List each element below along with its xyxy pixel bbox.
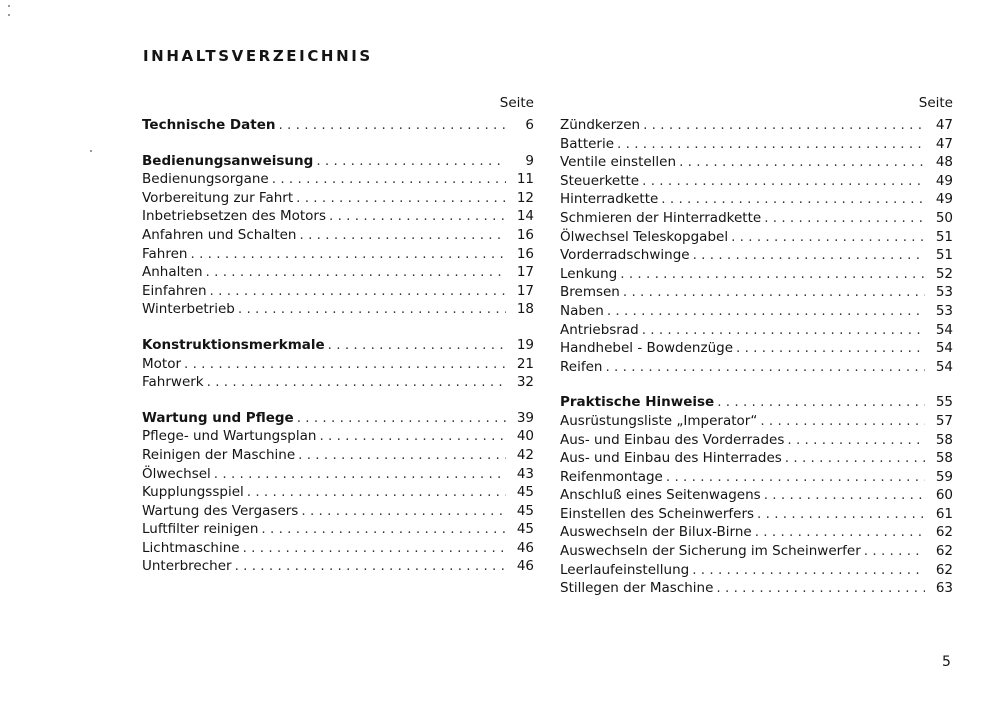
toc-entry-page: 58 [935, 431, 953, 448]
dot-leader [623, 283, 925, 302]
toc-entry-label: Batterie [560, 135, 615, 152]
toc-entry-page: 47 [935, 117, 953, 133]
section-gap [142, 319, 534, 336]
toc-entry-label: Ölwechsel [142, 465, 211, 482]
toc-entry-label: Ölwechsel Teleskopgabel [560, 228, 729, 245]
toc-entry-page: 62 [935, 561, 953, 578]
toc-entry-label: Wartung des Vergasers [142, 502, 299, 519]
toc-entry-label: Bedienungsanweisung [142, 152, 314, 169]
toc-entry-page: 39 [516, 409, 534, 426]
toc-entry [560, 561, 953, 580]
toc-entry [142, 557, 534, 576]
toc-entry-label: Anfahren und Schalten [142, 226, 297, 243]
toc-entry-page: 57 [935, 412, 953, 429]
toc-entry-page: 11 [516, 171, 534, 188]
dot-leader [764, 486, 925, 505]
dot-leader [319, 427, 506, 446]
toc-entry-page: 59 [935, 468, 953, 485]
toc-entry-page: 43 [516, 465, 534, 482]
toc-entry [142, 465, 534, 484]
dot-leader [666, 468, 925, 487]
toc-entry-page: 46 [516, 558, 534, 575]
section-gap [142, 135, 534, 152]
dot-leader [316, 152, 506, 171]
dot-leader [238, 300, 506, 319]
toc-entry-page: 17 [516, 282, 534, 299]
toc-entry-label: Vorbereitung zur Fahrt [142, 189, 294, 206]
dot-leader [864, 542, 925, 561]
dot-leader [297, 409, 506, 428]
toc-entry-label: Bremsen [560, 284, 620, 301]
section-gap [560, 376, 953, 393]
dot-leader [642, 321, 925, 340]
toc-entry-page: 40 [516, 428, 534, 445]
toc-entry-label: Antriebsrad [560, 321, 639, 338]
toc-section-heading [142, 336, 534, 355]
toc-entry-page: 32 [516, 374, 534, 391]
toc-section-heading [142, 152, 534, 171]
toc-entry-label: Reifenmontage [560, 468, 663, 485]
toc-entry-label: Naben [560, 302, 604, 319]
toc-entry-page: 17 [516, 264, 534, 281]
toc-entry-page: 62 [935, 524, 953, 541]
toc-entry-label: Technische Daten [142, 117, 276, 133]
page-title: INHALTSVERZEICHNIS [143, 47, 373, 65]
toc-section-heading [560, 393, 953, 412]
toc-entry-page: 54 [935, 340, 953, 357]
toc-entry [142, 355, 534, 374]
toc-entry-page: 6 [525, 117, 534, 133]
toc-entry [142, 170, 534, 189]
toc-entry [560, 339, 953, 358]
toc-entry-label: Reinigen der Maschine [142, 446, 296, 463]
dot-leader [717, 393, 925, 412]
toc-entry-label: Einstellen des Scheinwerfers [560, 505, 755, 522]
dot-leader [328, 336, 506, 355]
toc-entry-label: Ventile einstellen [560, 154, 677, 171]
toc-entry [560, 190, 953, 209]
dot-leader [716, 579, 925, 598]
toc-entry-label: Pflege- und Wartungsplan [142, 428, 317, 445]
toc-entry [142, 373, 534, 392]
dot-leader [329, 207, 506, 226]
toc-entry-page: 53 [935, 302, 953, 319]
toc-entry-label: Inbetriebsetzen des Motors [142, 208, 326, 225]
toc-entry [560, 431, 953, 450]
scan-speck [8, 14, 10, 16]
toc-entry-page: 45 [516, 502, 534, 519]
toc-entry [560, 302, 953, 321]
toc-entry-label: Luftfilter reinigen [142, 521, 259, 538]
toc-entry-label: Anschluß eines Seitenwagens [560, 487, 761, 504]
toc-entry-label: Schmieren der Hinterradkette [560, 209, 762, 226]
toc-right-entries [560, 116, 953, 598]
dot-leader [207, 373, 506, 392]
toc-entry-page: 9 [525, 152, 534, 169]
toc-entry-label: Fahren [142, 245, 188, 262]
toc-entry-page: 50 [935, 209, 953, 226]
dot-leader [206, 263, 506, 282]
toc-entry-page: 16 [516, 226, 534, 243]
toc-entry-page: 47 [935, 135, 953, 152]
toc-entry-page: 46 [516, 539, 534, 556]
scan-speck [8, 5, 10, 7]
toc-entry-page: 16 [516, 245, 534, 262]
dot-leader [693, 246, 925, 265]
toc-entry [560, 449, 953, 468]
toc-entry-label: Aus- und Einbau des Vorderrades [560, 431, 785, 448]
toc-entry-label: Motor [142, 355, 182, 372]
toc-entry [560, 358, 953, 377]
toc-entry-label: Fahrwerk [142, 374, 204, 391]
toc-entry-page: 62 [935, 543, 953, 560]
dot-leader [301, 502, 506, 521]
toc-entry-label: Vorderradschwinge [560, 247, 690, 264]
toc-entry [560, 468, 953, 487]
dot-leader [787, 431, 925, 450]
toc-entry-label: Kupplungsspiel [142, 484, 244, 501]
toc-entry [142, 282, 534, 301]
toc-entry-page: 54 [935, 321, 953, 338]
toc-entry [560, 542, 953, 561]
toc-entry-page: 49 [935, 172, 953, 189]
toc-entry [560, 523, 953, 542]
toc-entry-page: 52 [935, 265, 953, 282]
toc-entry [142, 427, 534, 446]
toc-entry-page: 49 [935, 191, 953, 208]
dot-leader [210, 282, 506, 301]
toc-entry [142, 226, 534, 245]
toc-entry-page: 12 [516, 189, 534, 206]
dot-leader [692, 561, 925, 580]
toc-entry-page: 51 [935, 247, 953, 264]
toc-entry [560, 265, 953, 284]
dot-leader [607, 302, 925, 321]
toc-entry-label: Praktische Hinweise [560, 394, 715, 411]
toc-entry [560, 505, 953, 524]
toc-entry-page: 21 [516, 355, 534, 372]
dot-leader [261, 520, 506, 539]
toc-section-heading [142, 409, 534, 428]
toc-entry [560, 209, 953, 228]
toc-right-column [560, 94, 953, 598]
dot-leader [679, 153, 925, 172]
toc-entry-label: Steuerkette [560, 172, 640, 189]
toc-entry [142, 502, 534, 521]
toc-entry-page: 19 [516, 336, 534, 353]
dot-leader [247, 483, 506, 502]
toc-entry [560, 412, 953, 431]
toc-entry-page: 63 [935, 580, 953, 597]
dot-leader [755, 523, 925, 542]
toc-entry-label: Konstruktionsmerkmale [142, 336, 325, 353]
dot-leader [299, 226, 506, 245]
toc-entry-label: Unterbrecher [142, 558, 232, 575]
toc-entry-label: Ausrüstungsliste „Imperator“ [560, 412, 758, 429]
toc-entry-label: Leerlaufeinstellung [560, 561, 690, 578]
toc-entry-label: Auswechseln der Bilux-Birne [560, 524, 752, 541]
dot-leader [605, 358, 925, 377]
dot-leader [190, 245, 506, 264]
toc-entry [560, 321, 953, 340]
toc-entry-label: Wartung und Pflege [142, 409, 294, 426]
page-number: 5 [942, 654, 951, 670]
dot-leader [731, 228, 925, 247]
toc-entry-label: Einfahren [142, 282, 207, 299]
toc-entry [142, 520, 534, 539]
toc-entry [142, 207, 534, 226]
toc-entry-label: Lenkung [560, 265, 618, 282]
dot-leader [760, 412, 925, 431]
dot-leader [296, 189, 506, 208]
dot-leader [235, 557, 506, 576]
toc-entry-label: Anhalten [142, 264, 203, 281]
toc-left-entries [142, 116, 534, 576]
dot-leader [736, 339, 925, 358]
dot-leader [642, 172, 925, 191]
toc-entry [142, 245, 534, 264]
toc-entry-page: 14 [516, 208, 534, 225]
toc-entry [560, 579, 953, 598]
section-gap [142, 392, 534, 409]
dot-leader [785, 449, 925, 468]
dot-leader [617, 135, 925, 154]
scan-speck [90, 150, 92, 152]
seite-header-right: Seite [918, 95, 953, 111]
toc-entry-label: Reifen [560, 358, 603, 375]
toc-entry-label: Auswechseln der Sicherung im Scheinwerfer [560, 543, 861, 560]
dot-leader [272, 170, 506, 189]
dot-leader [661, 190, 925, 209]
toc-entry-page: 54 [935, 358, 953, 375]
toc-entry-label: Zündkerzen [560, 117, 641, 133]
dot-leader [298, 446, 506, 465]
toc-entry-page: 55 [935, 394, 953, 411]
dot-leader [214, 465, 506, 484]
toc-entry [560, 153, 953, 172]
toc-entry-label: Aus- und Einbau des Hinterrades [560, 450, 782, 467]
toc-entry [142, 263, 534, 282]
dot-leader [184, 355, 506, 374]
dot-leader [643, 116, 925, 135]
toc-entry-page: 58 [935, 450, 953, 467]
toc-entry [560, 116, 953, 135]
toc-entry-page: 48 [935, 154, 953, 171]
toc-entry-label: Handhebel - Bowdenzüge [560, 340, 734, 357]
toc-entry-page: 60 [935, 487, 953, 504]
toc-entry [560, 486, 953, 505]
toc-left-column [142, 94, 534, 576]
dot-leader [620, 265, 925, 284]
toc-entry [560, 246, 953, 265]
toc-entry [142, 189, 534, 208]
toc-entry-page: 45 [516, 484, 534, 501]
toc-entry [560, 172, 953, 191]
toc-entry-page: 45 [516, 521, 534, 538]
toc-entry [560, 228, 953, 247]
toc-entry-label: Stillegen der Maschine [560, 580, 714, 597]
toc-entry-label: Bedienungsorgane [142, 171, 269, 188]
dot-leader [243, 539, 506, 558]
dot-leader [757, 505, 925, 524]
seite-header-left: Seite [499, 95, 534, 111]
toc-entry [560, 135, 953, 154]
toc-entry [142, 539, 534, 558]
toc-entry-page: 53 [935, 284, 953, 301]
toc-entry-page: 18 [516, 301, 534, 318]
dot-leader [278, 116, 506, 135]
toc-entry [142, 446, 534, 465]
toc-entry [560, 283, 953, 302]
toc-entry-page: 42 [516, 446, 534, 463]
toc-entry [142, 483, 534, 502]
toc-entry-page: 51 [935, 228, 953, 245]
toc-entry-label: Lichtmaschine [142, 539, 240, 556]
toc-entry-label: Winterbetrieb [142, 301, 235, 318]
toc-entry-page: 61 [935, 505, 953, 522]
toc-section-heading [142, 116, 534, 135]
toc-entry-label: Hinterradkette [560, 191, 659, 208]
dot-leader [764, 209, 925, 228]
toc-entry [142, 300, 534, 319]
